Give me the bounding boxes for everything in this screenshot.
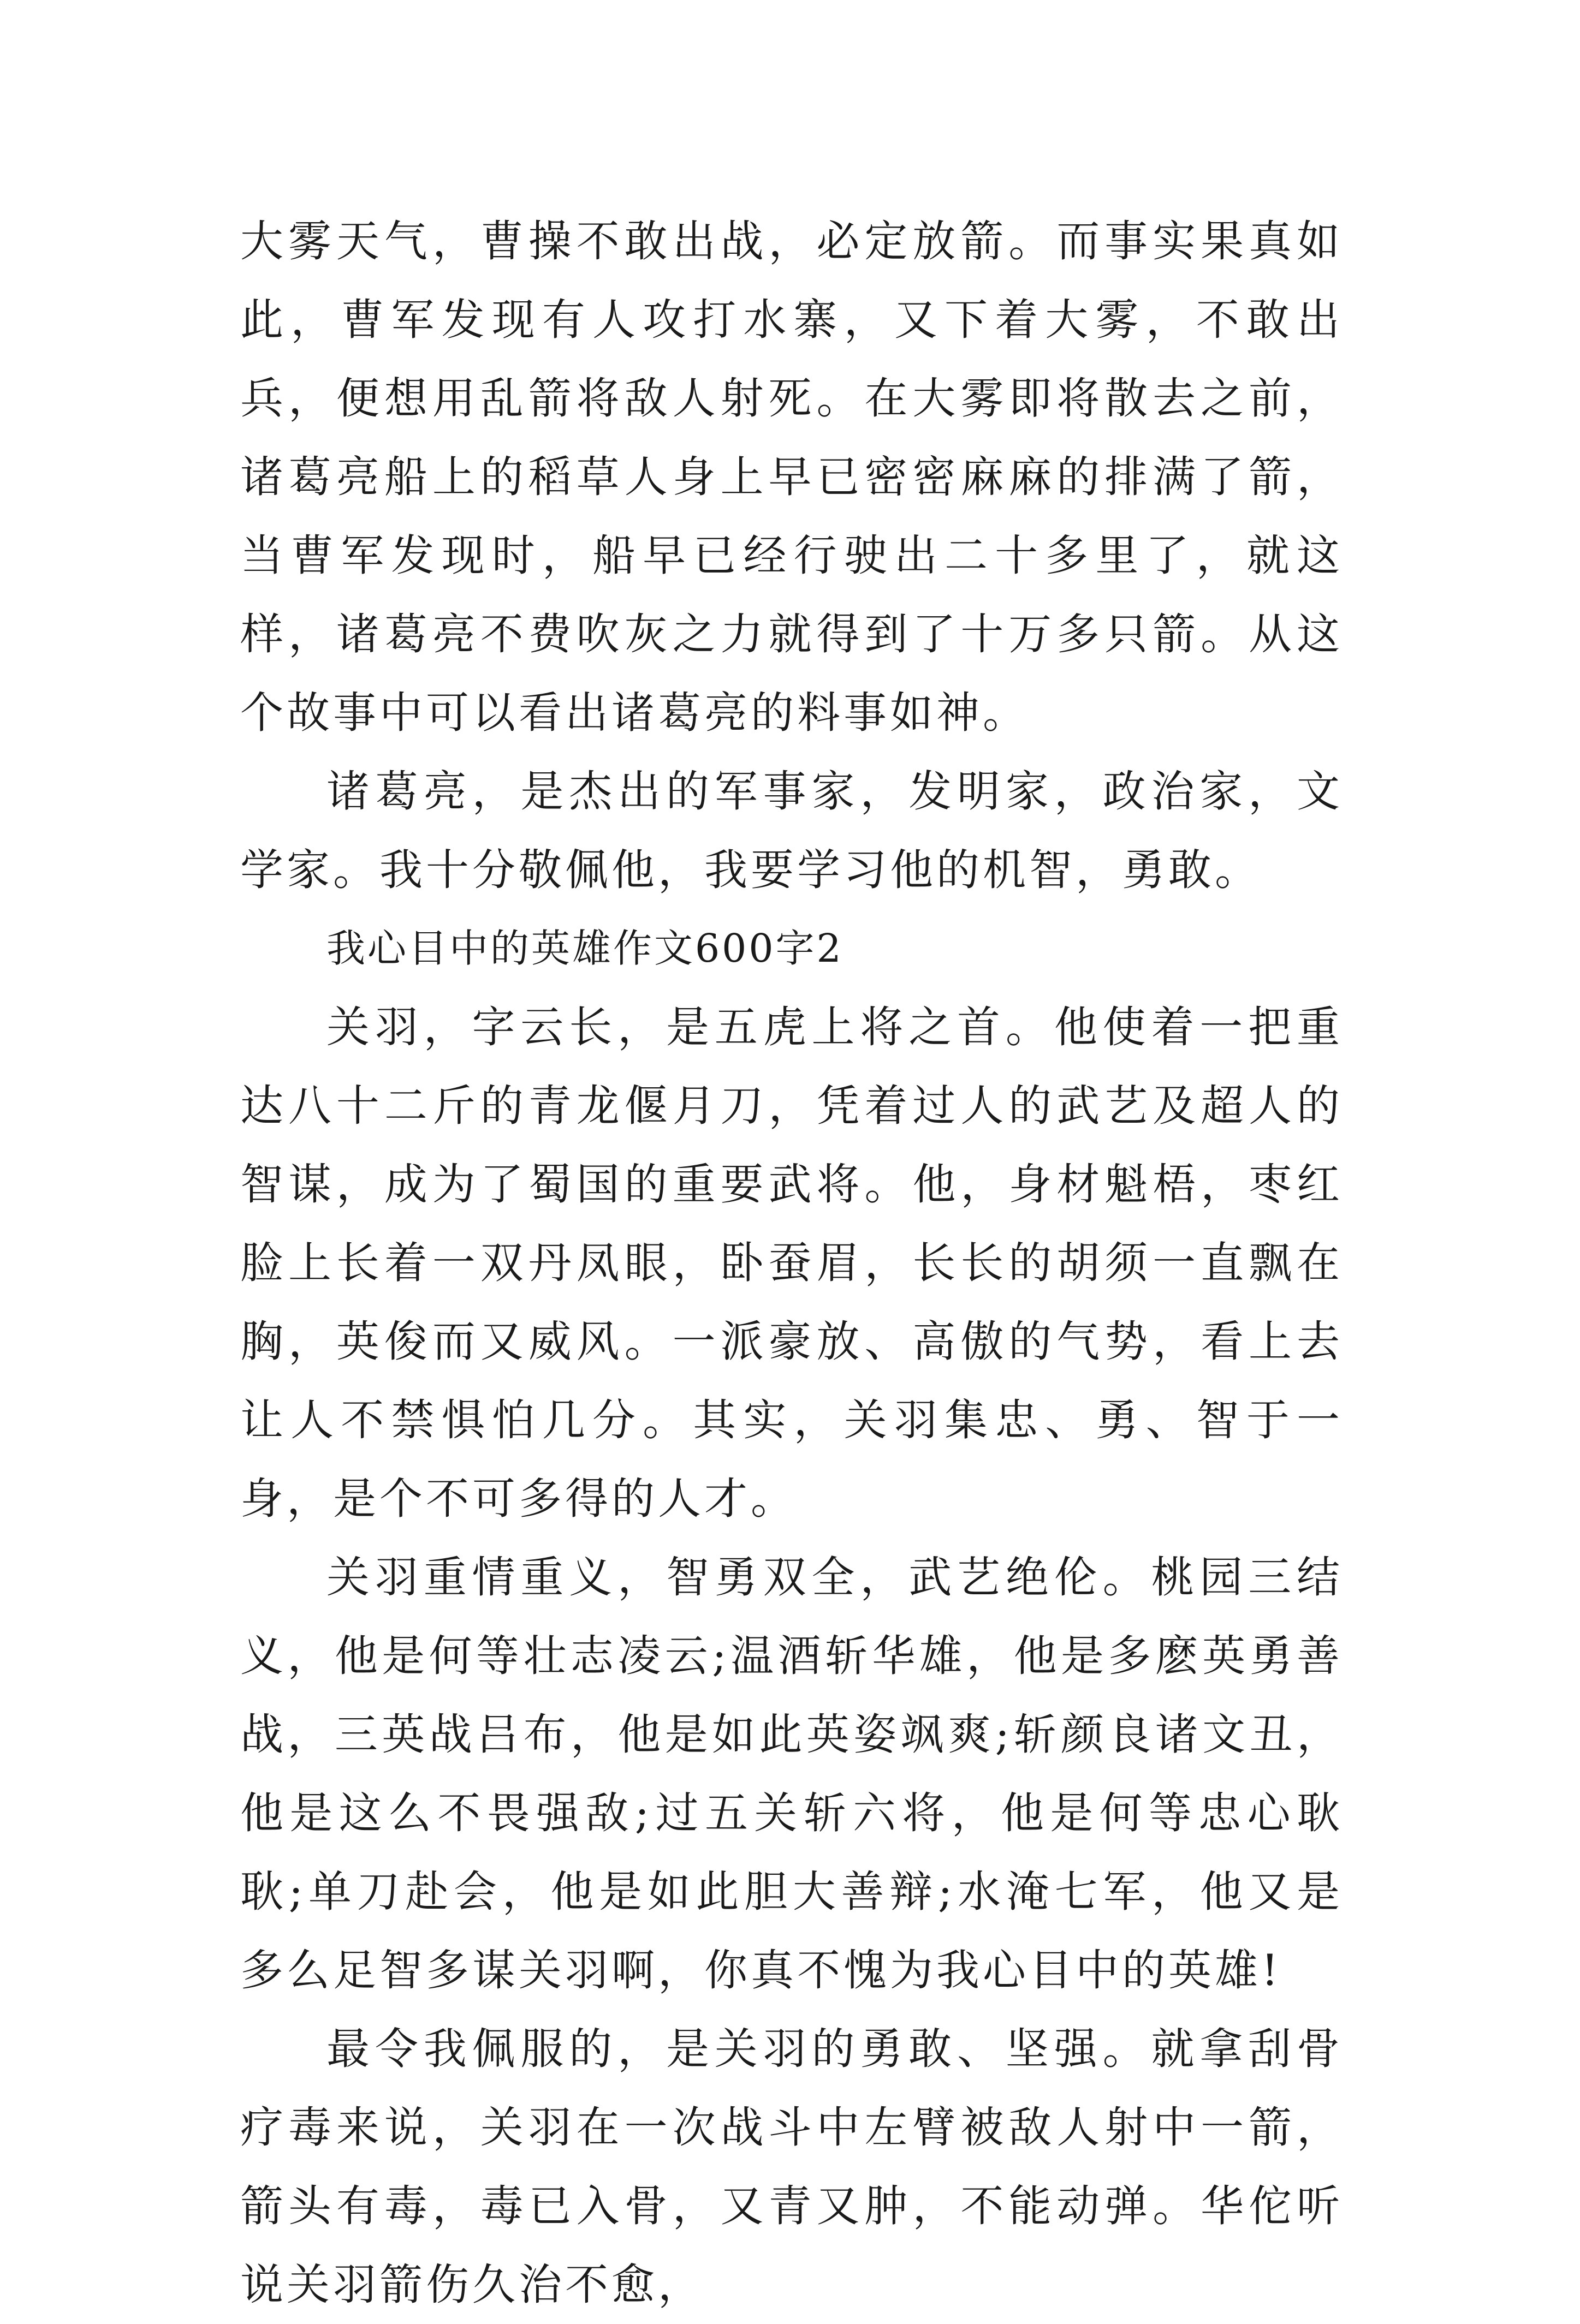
paragraph-guan-yu-deeds: 关羽重情重义，智勇双全，武艺绝伦。桃园三结义，他是何等壮志凌云;温酒斩华雄，他是多麽英勇善战，三英战吕布，他是如此英姿飒爽;斩颜良诸文丑，他是这么不畏强敌;过五关斩六将，他是何等忠心耿耿;单刀赴会，他是如此胆大善辩;水淹七军，他又是多么足智多谋关羽啊，你真不愧为我心目中的英雄! <box>240 1552 1343 1995</box>
paragraph-guan-yu-courage: 最令我佩服的，是关羽的勇敢、坚强。就拿刮骨疗毒来说，关羽在一次战斗中左臂被敌人射中一箭，箭头有毒，毒已入骨，又青又肿，不能动弹。华佗听说关羽箭伤久治不愈， <box>240 2024 1343 2310</box>
document-body <box>240 202 1343 2324</box>
essay-heading: 我心目中的英雄作文600字2 <box>326 926 844 971</box>
paragraph-guan-yu-intro: 关羽，字云长，是五虎上将之首。他使着一把重达八十二斤的青龙偃月刀，凭着过人的武艺及超人的智谋，成为了蜀国的重要武将。他，身材魁梧，枣红脸上长着一双丹凤眼，卧蚕眉，长长的胡须一直飘在胸，英俊而又威风。一派豪放、高傲的气势，看上去让人不禁惧怕几分。其实，关羽集忠、勇、智于一身，是个不可多得的人才。 <box>240 1002 1343 1524</box>
paragraph-zhuge-liang-summary: 诸葛亮，是杰出的军事家，发明家，政治家，文学家。我十分敬佩他，我要学习他的机智，勇敢。 <box>240 766 1343 895</box>
paragraph-continuation: 大雾天气，曹操不敢出战，必定放箭。而事实果真如此，曹军发现有人攻打水寨，又下着大雾，不敢出兵，便想用乱箭将敌人射死。在大雾即将散去之前，诸葛亮船上的稻草人身上早已密密麻麻的排满了箭，当曹军发现时，船早已经行驶出二十多里了，就这样，诸葛亮不费吹灰之力就得到了十万多只箭。从这个故事中可以看出诸葛亮的料事如神。 <box>240 216 1343 738</box>
